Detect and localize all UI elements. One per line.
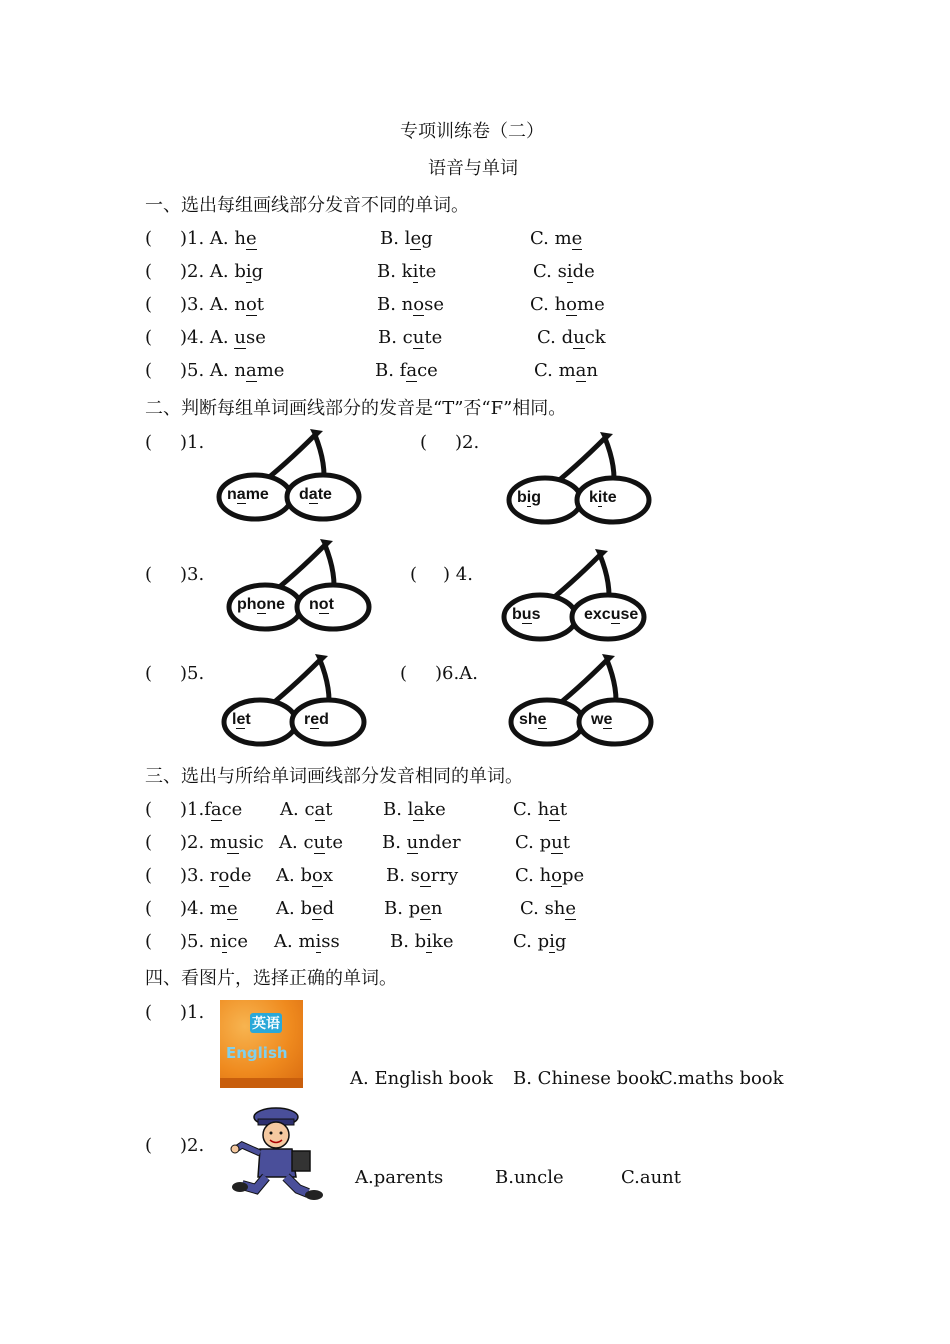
item-paren: ( [145, 564, 153, 585]
cherry-word-part: sh [519, 711, 538, 728]
cherry-word-2 [591, 711, 612, 729]
given-word-part: u [227, 832, 239, 853]
option-b-part: i [412, 261, 419, 282]
cherry-word-part: n [227, 486, 237, 503]
option-c [513, 931, 566, 953]
option-c [534, 360, 598, 382]
q4-1-paren: ( [145, 1002, 153, 1023]
option-b [378, 327, 442, 349]
cherry-word-part: n [309, 596, 319, 613]
option-b [382, 832, 461, 854]
option-c-part: o [551, 865, 563, 886]
option-a-part: te [325, 832, 344, 853]
cherry-word-part: u [610, 606, 621, 623]
option-a [280, 799, 333, 821]
cherry-word-2 [589, 489, 617, 507]
item-label: ) 4. [443, 564, 473, 585]
q4-2-option-a: A.parents [355, 1167, 444, 1188]
option-a-part: A. c [279, 832, 314, 853]
option-a [279, 832, 343, 854]
option-a-part: A. c [280, 799, 315, 820]
option-c-part: o [566, 294, 578, 315]
option-a-part: i [315, 931, 322, 952]
given-word-part: o [218, 865, 230, 886]
cherry-word-part: i [597, 489, 603, 506]
cherry-graphic [215, 425, 365, 525]
item-label: )3. [180, 564, 205, 585]
option-b-part: g [421, 228, 433, 249]
option-c [515, 832, 570, 854]
option-a-part: )1. A. h [180, 228, 246, 249]
option-a-part: )5. A. n [180, 360, 246, 381]
cherry-word-1 [517, 489, 541, 507]
given-word [180, 865, 252, 887]
q4-1-option-c: C.maths book [659, 1068, 784, 1089]
cherry-shape [579, 700, 651, 744]
cherry-word-1 [512, 606, 540, 624]
option-b [390, 931, 454, 953]
uncle-figure-image [228, 1105, 328, 1203]
option-c-part: e [571, 228, 583, 249]
option-c-part: C. h [515, 865, 552, 886]
cherry-word-part: e [236, 711, 246, 728]
option-c-part: g [554, 931, 567, 952]
option-c [513, 799, 567, 821]
row-paren: ( [145, 931, 153, 952]
row-paren: ( [145, 228, 153, 249]
cherry-word-part: exc [584, 606, 611, 623]
given-word [180, 931, 248, 953]
option-b-part: a [413, 799, 425, 820]
option-b-part: u [406, 832, 419, 853]
option-a-part: a [314, 799, 326, 820]
option-c-part: t [559, 799, 568, 820]
option-c-part: i [566, 261, 573, 282]
q4-1-option-b: B. Chinese book [513, 1068, 661, 1089]
option-c [515, 865, 584, 887]
cherry-word-1 [227, 486, 269, 504]
option-c-part: i [549, 931, 555, 952]
option-b [375, 360, 438, 382]
option-a [276, 865, 333, 887]
row-paren: ( [145, 898, 153, 919]
cherry-word-part: e [537, 711, 547, 728]
option-a-part: e [311, 898, 323, 919]
row-paren: ( [145, 327, 153, 348]
cherry-word-part: r [304, 711, 311, 728]
option-b [377, 261, 436, 283]
cherry-word-part: d [299, 486, 309, 503]
option-b-part: te [424, 327, 443, 348]
cherry-graphic [507, 650, 657, 750]
item-label: )6.A. [435, 663, 478, 684]
given-word-part: )5. n [180, 931, 222, 952]
cherry-word-part: d [319, 711, 329, 728]
option-c-part: C. m [534, 360, 576, 381]
cherry-word-part: l [232, 711, 237, 728]
cherry-word-2 [584, 606, 638, 624]
cherry-word-part: i [526, 489, 532, 506]
option-c [530, 228, 582, 250]
cherry-word-part: b [512, 606, 522, 623]
option-a [180, 327, 266, 349]
option-a-part: t [256, 294, 265, 315]
cherry-word-part: g [531, 489, 542, 506]
option-a [180, 261, 263, 283]
option-c-part: pe [562, 865, 585, 886]
option-c-part: e [565, 898, 577, 919]
item-paren: ( [400, 663, 408, 684]
given-word-part: de [229, 865, 252, 886]
given-word-part: )1.f [180, 799, 211, 820]
cherry-word-part: o [256, 596, 267, 613]
page-subtitle: 语音与单词 [428, 158, 518, 179]
cherry-word-part: e [603, 711, 613, 728]
q4-1-option-a: A. English book [350, 1068, 493, 1089]
option-b-part: B. l [383, 799, 414, 820]
option-c-part: me [577, 294, 605, 315]
option-b-part: B. [382, 832, 407, 853]
option-b [380, 228, 433, 250]
option-a-part: )4. A. [180, 327, 235, 348]
option-a-part: )2. A. b [180, 261, 246, 282]
option-b-part: nder [418, 832, 461, 853]
option-c [520, 898, 576, 920]
option-a-part: A. m [274, 931, 316, 952]
option-b-part: n [430, 898, 443, 919]
row-paren: ( [145, 799, 153, 820]
given-word-part: )4. m [180, 898, 227, 919]
option-c-part: n [586, 360, 598, 381]
option-c-part: u [573, 327, 585, 348]
option-b-part: o [419, 865, 431, 886]
option-b [377, 294, 444, 316]
option-a-part: d [322, 898, 335, 919]
option-a-part: t [325, 799, 333, 820]
option-b-part: B. l [380, 228, 411, 249]
option-a [180, 294, 264, 316]
section1-heading: 一、选出每组画线部分发音不同的单词。 [145, 195, 469, 216]
option-b-part: B. s [386, 865, 420, 886]
option-a-part: i [245, 261, 252, 282]
option-b-part: rry [430, 865, 459, 886]
given-word-part: ce [227, 931, 249, 952]
q4-1-label: )1. [180, 1002, 205, 1023]
option-b-part: ke [431, 931, 454, 952]
cherry-word-part: t [245, 711, 251, 728]
option-c-part: C. h [530, 294, 567, 315]
q4-2-option-c: C.aunt [621, 1167, 682, 1188]
item-paren: ( [420, 432, 428, 453]
given-word-part: e [227, 898, 238, 919]
cherry-word-part: s [531, 606, 541, 623]
book-title-cn: 英语 [250, 1013, 282, 1033]
option-b-part: B. c [378, 327, 413, 348]
option-b-part: e [420, 898, 431, 919]
option-c-part: C. s [533, 261, 567, 282]
row-paren: ( [145, 832, 153, 853]
cherry-graphic [505, 428, 655, 528]
option-a-part: )3. A. n [180, 294, 246, 315]
option-a [180, 228, 257, 250]
option-b-part: e [410, 228, 422, 249]
item-label: )1. [180, 432, 205, 453]
section2-heading: 二、判断每组单词画线部分的发音是“T”否“F”相同。 [145, 398, 567, 419]
item-paren: ( [145, 663, 153, 684]
cherry-word-2 [304, 711, 329, 729]
item-paren: ( [145, 432, 153, 453]
option-b-part: se [424, 294, 444, 315]
option-c-part: a [575, 360, 587, 381]
option-b-part: ke [424, 799, 446, 820]
item-label: )2. [455, 432, 480, 453]
cherry-word-part: o [318, 596, 329, 613]
given-word [180, 799, 242, 821]
item-paren: ( [410, 564, 418, 585]
option-c-part: C. p [513, 931, 550, 952]
given-word-part: a [210, 799, 222, 820]
book-title-en: English [226, 1044, 288, 1062]
cherry-word-part: te [602, 489, 617, 506]
option-c-part: ck [584, 327, 606, 348]
cherry-word-1 [237, 596, 285, 614]
option-b [384, 898, 442, 920]
cherry-word-1 [519, 711, 547, 729]
option-b-part: B. f [375, 360, 407, 381]
option-a-part: me [256, 360, 285, 381]
option-a-part: A. b [276, 865, 312, 886]
cherry-graphic [225, 535, 375, 635]
cherry-word-part: ne [266, 596, 285, 613]
option-b [383, 799, 446, 821]
given-word-part: i [221, 931, 228, 952]
option-a-part: o [245, 294, 257, 315]
option-c-part: C. m [530, 228, 572, 249]
option-c [533, 261, 595, 283]
option-b-part: B. p [384, 898, 421, 919]
cherry-word-part: b [517, 489, 527, 506]
cherry-word-part: a [308, 486, 318, 503]
cherry-word-2 [299, 486, 332, 504]
option-a-part: g [251, 261, 264, 282]
cherry-graphic [500, 545, 650, 645]
option-a-part: e [245, 228, 257, 249]
q4-2-option-b: B.uncle [495, 1167, 564, 1188]
option-a [274, 931, 340, 953]
given-word-part: )2. m [180, 832, 227, 853]
option-c-part: C. sh [520, 898, 566, 919]
option-c-part: de [572, 261, 595, 282]
given-word-part: sic [238, 832, 264, 853]
row-paren: ( [145, 360, 153, 381]
q4-2-paren: ( [145, 1135, 153, 1156]
given-word-part: )3. r [180, 865, 219, 886]
cherry-word-1 [232, 711, 251, 729]
given-word [180, 832, 264, 854]
cherry-graphic [220, 650, 370, 750]
cherry-word-2 [309, 596, 334, 614]
option-c-part: u [551, 832, 563, 853]
option-c-part: C. d [537, 327, 574, 348]
option-b [386, 865, 458, 887]
cherry-word-part: e [310, 711, 320, 728]
cherry-word-part: a [236, 486, 246, 503]
option-b-part: B. b [390, 931, 427, 952]
section4-heading: 四、看图片，选择正确的单词。 [145, 968, 397, 989]
option-a-part: se [245, 327, 266, 348]
row-paren: ( [145, 865, 153, 886]
english-book-image [220, 1000, 303, 1088]
option-c-part: C. h [513, 799, 550, 820]
option-b-part: u [412, 327, 425, 348]
given-word [180, 898, 238, 920]
option-a [180, 360, 284, 382]
row-paren: ( [145, 261, 153, 282]
cherry-word-part: t [328, 596, 334, 613]
option-c [530, 294, 605, 316]
row-paren: ( [145, 294, 153, 315]
option-a-part: ss [321, 931, 340, 952]
section3-heading: 三、选出与所给单词画线部分发音相同的单词。 [145, 766, 523, 787]
option-a [276, 898, 334, 920]
page-title: 专项训练卷（二） [400, 121, 544, 142]
option-a-part: a [245, 360, 257, 381]
option-b-part: o [413, 294, 425, 315]
q4-2-label: )2. [180, 1135, 205, 1156]
cherry-word-part: me [245, 486, 269, 503]
option-b-part: te [418, 261, 437, 282]
option-a-part: u [234, 327, 246, 348]
given-word-part: ce [221, 799, 243, 820]
cherry-word-part: w [591, 711, 604, 728]
option-c-part: t [562, 832, 570, 853]
cherry-word-part: te [317, 486, 332, 503]
cherry-word-part: ph [237, 596, 257, 613]
option-b-part: a [406, 360, 418, 381]
cherry-word-part: se [620, 606, 639, 623]
option-b-part: i [426, 931, 432, 952]
option-c-part: C. p [515, 832, 552, 853]
option-c-part: a [549, 799, 560, 820]
option-a-part: A. b [276, 898, 312, 919]
option-a-part: x [322, 865, 333, 886]
item-label: )5. [180, 663, 205, 684]
option-a-part: u [313, 832, 326, 853]
option-c [537, 327, 606, 349]
option-b-part: B. k [377, 261, 413, 282]
option-b-part: ce [417, 360, 438, 381]
option-b-part: B. n [377, 294, 414, 315]
cherry-word-part: u [521, 606, 532, 623]
option-a-part: o [311, 865, 323, 886]
cherry-word-part: k [589, 489, 598, 506]
